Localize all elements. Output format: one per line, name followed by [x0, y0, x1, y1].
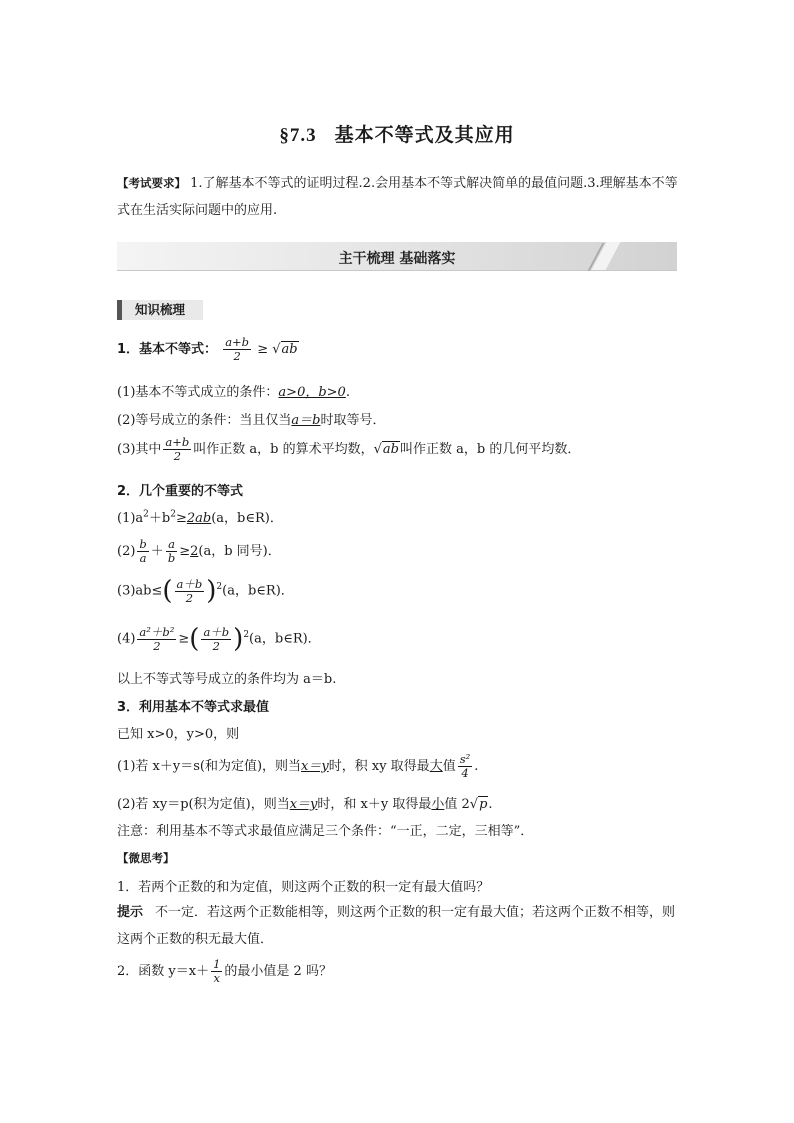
i4-lparen: (	[189, 624, 200, 654]
i4-end: (a，b∈R)．	[249, 631, 321, 647]
c3-frac-num: a+b	[165, 435, 190, 449]
think-hint	[117, 899, 679, 953]
s2-note: 以上不等式等号成立的条件均为 a＝b.	[117, 672, 337, 687]
s1-cond3	[117, 436, 580, 463]
s1-geq: ≥	[257, 342, 269, 357]
p1-mid2: 值	[442, 759, 456, 774]
i2-pre: (2)	[117, 544, 136, 559]
page-title	[0, 120, 794, 147]
sqrt-symbol: √	[272, 342, 281, 357]
s3-point1	[117, 753, 478, 780]
think-q1: 1．若两个正数的和为定值，则这两个正数的积一定有最大值吗？	[117, 880, 490, 895]
i2-end: (a，b 同号)．	[198, 544, 281, 559]
sqrt-arg: ab	[281, 342, 298, 357]
s1-heading-line	[117, 336, 299, 363]
s3-heading: 3．利用基本不等式求最值	[117, 700, 270, 715]
hint-label: 提示	[117, 905, 144, 920]
requirement-tag: 【考试要求】	[117, 176, 186, 190]
p2-mid2: 值 2	[444, 797, 470, 812]
i1-underline: 2ab	[186, 511, 212, 526]
p1-underline2: 大	[429, 759, 443, 774]
s1-frac-den: 2	[233, 349, 241, 363]
exam-requirement	[117, 170, 682, 224]
i3-num: a＋b	[176, 576, 203, 591]
i1-geq: ≥	[175, 511, 187, 526]
i3-frac	[175, 578, 205, 605]
section-number: §7.3	[279, 125, 317, 146]
p2-sqrt	[470, 797, 489, 812]
i2-underline: 2	[190, 544, 199, 559]
i3-pre: (3)ab≤	[117, 583, 163, 599]
c2-end: 时取等号．	[320, 413, 386, 428]
s3-attention: 注意：利用基本不等式求最值应满足三个条件：“一正，二定，三相等”．	[117, 824, 534, 839]
hint-text: 不一定．若这两个正数能相等，则这两个正数的积一定有最大值；若这两个正数不相等，则这两个正数的积无最大值．	[117, 905, 676, 947]
i2-frac2	[166, 538, 177, 565]
s2-item4	[117, 624, 321, 654]
p1-num: s²	[459, 752, 471, 766]
i4-pre: (4)	[117, 631, 136, 647]
i4-sq: 2	[243, 630, 250, 641]
c2-cond: a＝b	[291, 413, 321, 428]
c3-fraction	[163, 436, 191, 463]
think-tag: 【微思考】	[117, 851, 175, 865]
section-banner	[117, 242, 677, 271]
s2-item1	[117, 507, 283, 526]
knowledge-tag: 知识梳理	[117, 300, 203, 320]
section-title: 基本不等式及其应用	[334, 124, 515, 146]
requirement-text: 1.了解基本不等式的证明过程.2.会用基本不等式解决简单的最值问题.3.理解基本不等式在生活实际问题中的应用.	[117, 176, 678, 218]
s2-item3	[117, 576, 294, 606]
think-q2	[117, 958, 332, 985]
s3-known: 已知 x>0，y>0，则	[117, 727, 240, 742]
s1-cond1	[117, 381, 350, 400]
i2-plus: ＋	[150, 544, 164, 559]
i3-lparen: (	[162, 576, 173, 606]
i4-num2: a＋b	[203, 624, 230, 639]
c1-end: .	[345, 385, 350, 400]
q2-frac	[211, 958, 222, 985]
c3-sqrt	[374, 442, 400, 457]
p2-mid: 时，和 x＋y 取得最	[317, 797, 432, 812]
p2-end: .	[488, 797, 493, 812]
i1-mid: ＋b	[148, 511, 171, 526]
q2-den: x	[213, 971, 220, 985]
c3-pre: (3)其中	[117, 442, 162, 457]
p2-underline: x＝y	[289, 797, 318, 812]
c1-cond: a>0，b>0	[278, 385, 346, 400]
i1-sq-a: 2	[143, 509, 149, 520]
s1-frac-num: a+b	[225, 335, 250, 349]
p1-end: .	[474, 759, 479, 774]
c2-pre: (2)等号成立的条件：当且仅当	[117, 413, 292, 428]
i1-end: (a，b∈R)．	[211, 511, 283, 526]
i4-geq: ≥	[178, 631, 190, 647]
c3-end: 叫作正数 a，b 的几何平均数．	[400, 442, 581, 457]
p2-underline2: 小	[431, 797, 445, 812]
i4-den: 2	[153, 638, 161, 653]
s1-heading: 1．基本不等式：	[117, 342, 218, 357]
p2-sqrt-symbol: √	[469, 797, 479, 812]
c3-sqrt-symbol: √	[373, 442, 382, 457]
c1-pre: (1)基本不等式成立的条件：	[117, 385, 279, 400]
i1-pre: (1)a	[117, 511, 144, 526]
s3-point2	[117, 793, 493, 812]
q2-pre: 2．函数 y＝x＋	[117, 964, 210, 979]
i3-sq: 2	[216, 582, 223, 593]
c3-sqrt-arg: ab	[382, 442, 399, 457]
s1-fraction	[223, 336, 251, 363]
q2-num: 1	[213, 957, 221, 971]
p1-den: 4	[461, 766, 469, 780]
i2-n1: b	[139, 537, 147, 551]
p1-underline: x＝y	[301, 759, 329, 774]
i2-d1: a	[139, 551, 147, 565]
p2-pre: (2)若 xy＝p(积为定值)，则当	[117, 797, 290, 812]
i1-sq-b: 2	[170, 509, 176, 520]
i4-frac1	[137, 626, 176, 653]
p2-sqrt-arg: p	[479, 797, 488, 812]
s2-heading: 2．几个重要的不等式	[117, 484, 244, 499]
q2-end: 的最小值是 2 吗？	[224, 964, 332, 979]
i2-n2: a	[166, 538, 177, 552]
i2-d2: b	[167, 551, 176, 565]
s2-item2	[117, 538, 281, 565]
i4-frac2	[201, 626, 231, 653]
i2-frac1	[137, 538, 148, 565]
p1-pre: (1)若 x＋y＝s(和为定值)，则当	[117, 759, 302, 774]
i3-den: 2	[185, 590, 194, 605]
s1-sqrt	[272, 342, 298, 357]
p1-mid: 时，积 xy 取得最	[328, 759, 430, 774]
i4-den2: 2	[212, 638, 220, 653]
s1-cond2	[117, 409, 386, 428]
i2-geq: ≥	[179, 544, 191, 559]
i4-num: a²＋b²	[139, 624, 175, 639]
p1-frac	[458, 753, 473, 780]
c3-mid: 叫作正数 a，b 的算术平均数，	[193, 442, 374, 457]
i4-rparen: )	[233, 624, 244, 654]
i3-end: (a，b∈R)．	[222, 583, 294, 599]
i3-rparen: )	[206, 576, 217, 606]
c3-frac-den: 2	[173, 449, 182, 463]
banner-text: 主干梳理 基础落实	[338, 251, 456, 267]
